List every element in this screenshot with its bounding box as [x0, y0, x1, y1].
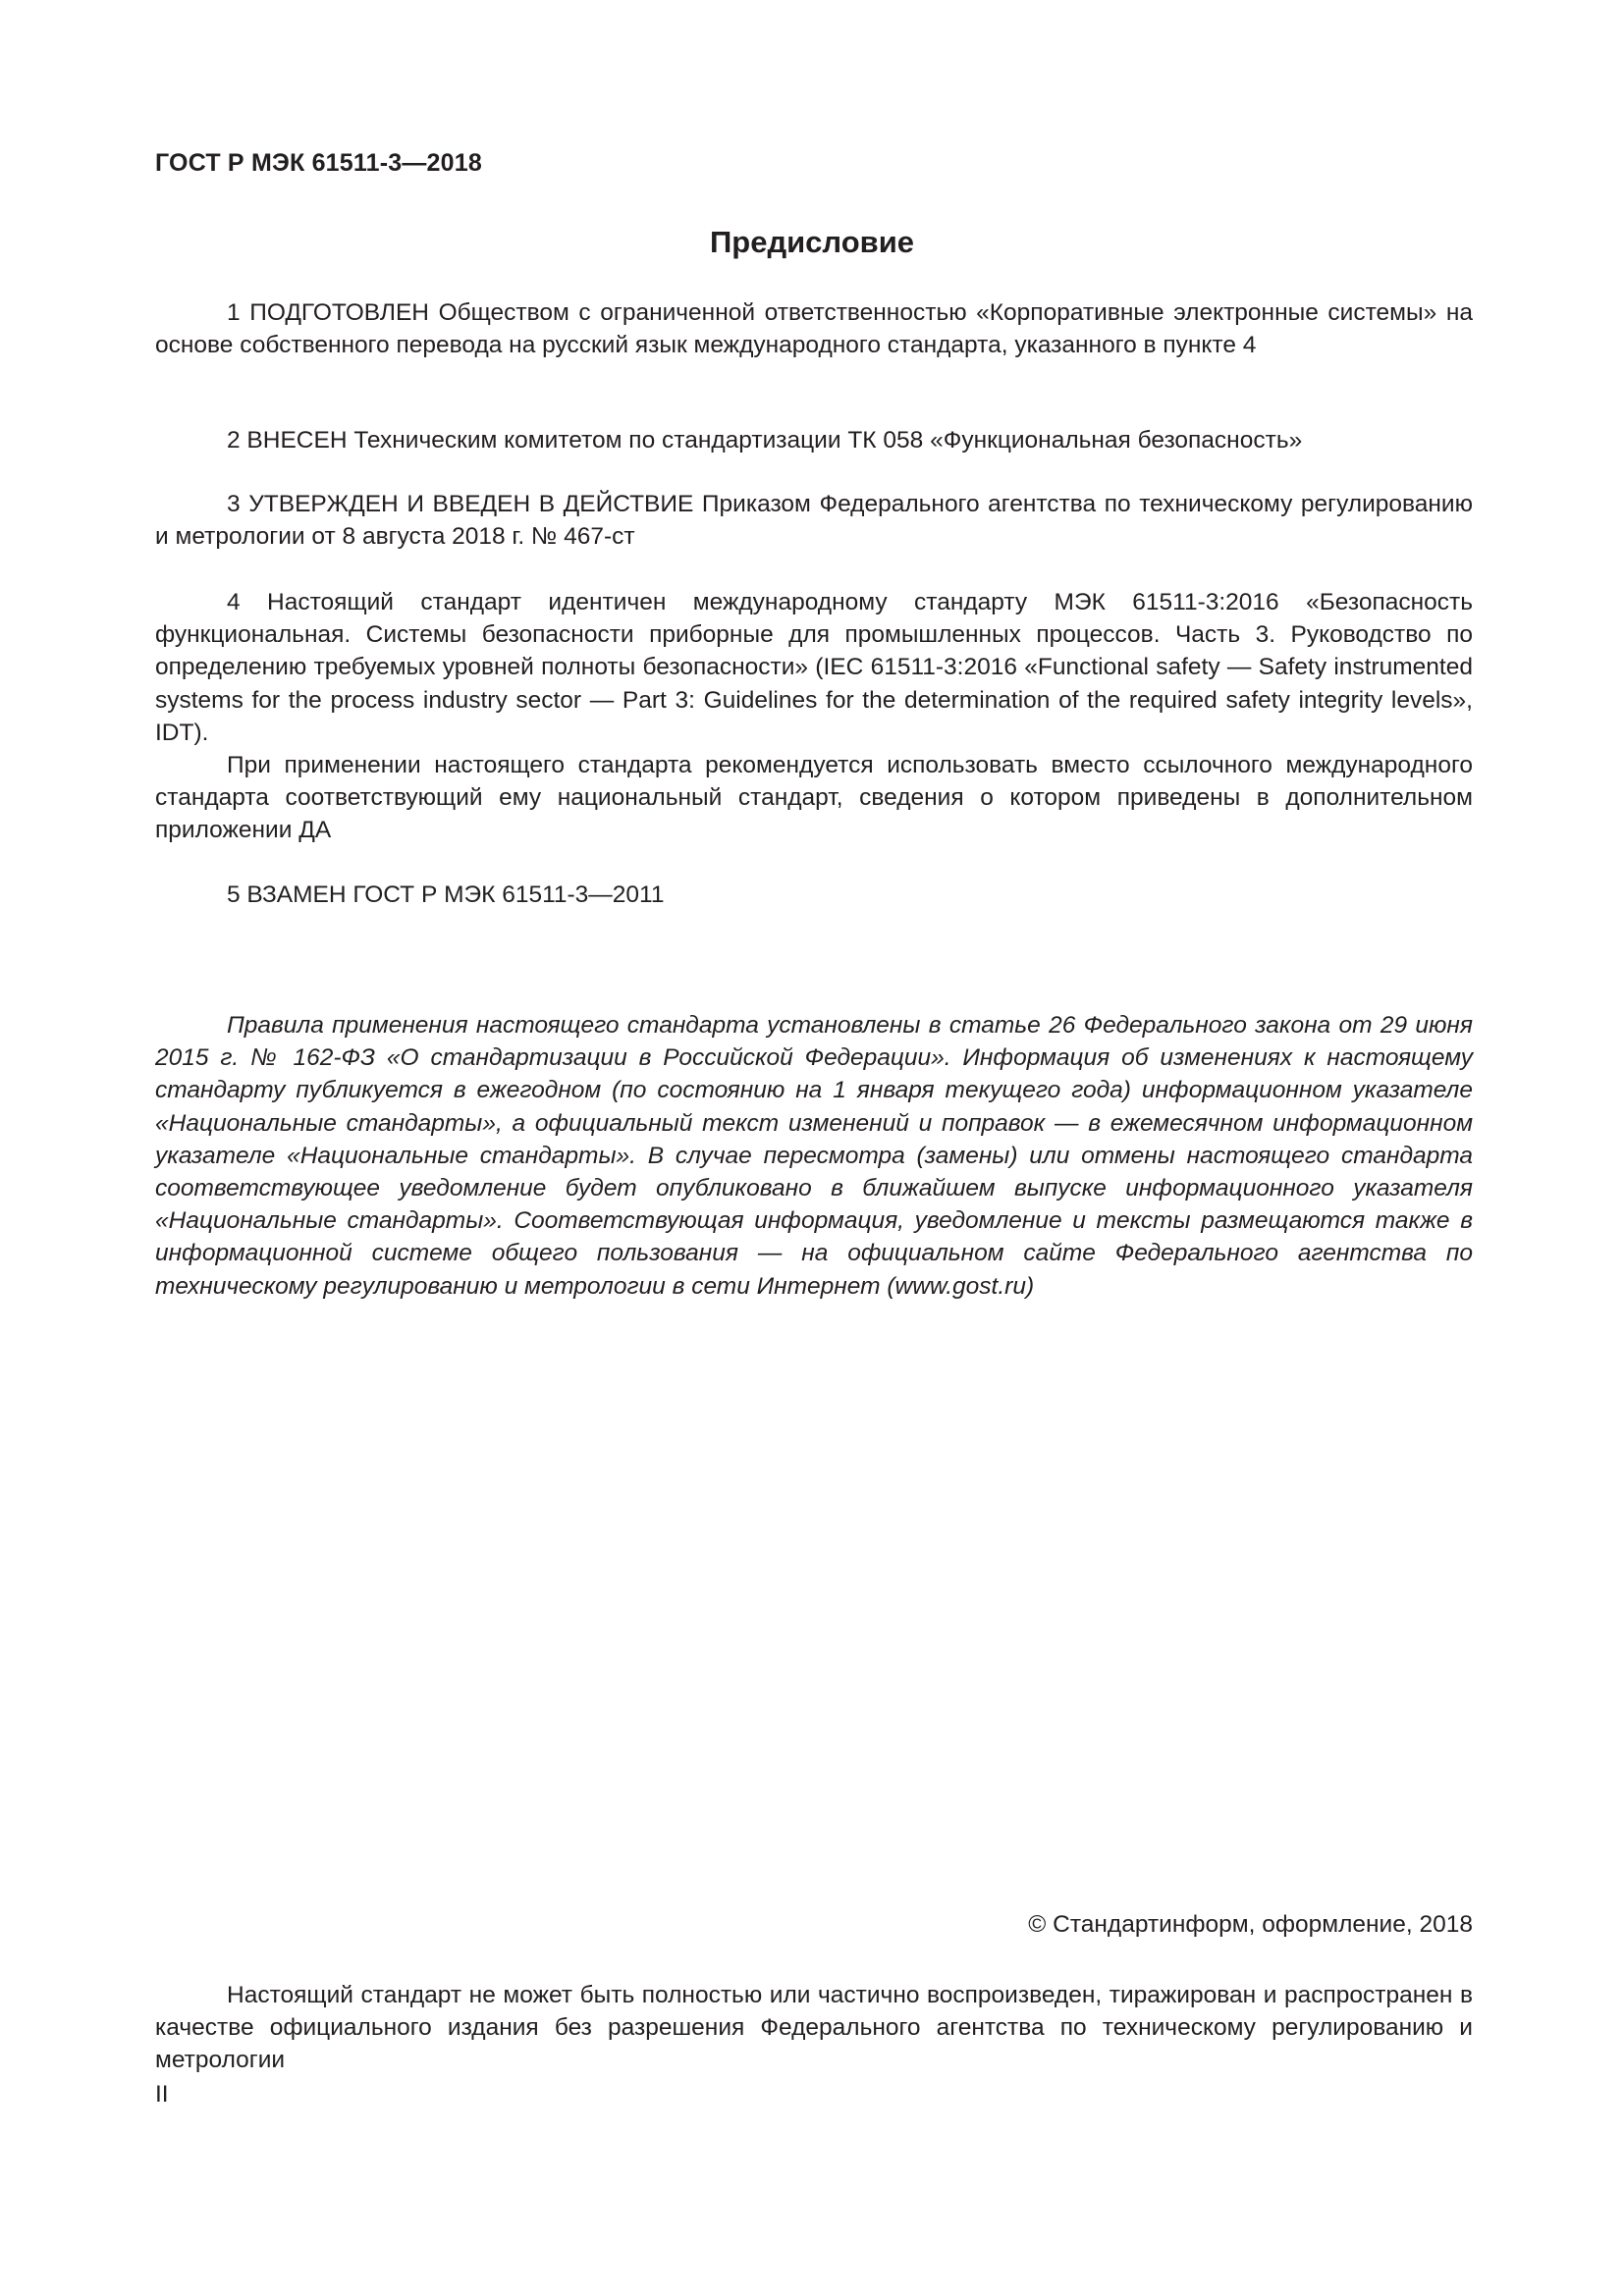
page-number: II [155, 2081, 169, 2108]
foreword-item-3-text: 3 УТВЕРЖДЕН И ВВЕДЕН В ДЕЙСТВИЕ Приказом Федерального агентства по техническому регулированию и метрологии от 8 августа 2018 г. № 467-ст [155, 491, 1473, 551]
foreword-item-1 [155, 296, 1473, 361]
copyright-line: © Стандартинформ, оформление, 2018 [1028, 1911, 1473, 1938]
page-title: Предисловие [709, 225, 914, 259]
foreword-item-5 [155, 879, 1473, 911]
rules-notice-text: Правила применения настоящего стандарта установлены в статье 26 Федерального закона от 29 июня 2015 г. № 162-ФЗ «О стандартизации в Российской Федерации». Информация об изменениях к настоящему стандарту публикуется в ежегодном (по состоянию на 1 января текущего года) информационном указателе «Национальные стандарты», а официальный текст изменений и поправок — в ежемесячном информационном указателе «Национальные стандарты». В случае пересмотра (замены) или отмены настоящего стандарта соответствующее уведомление будет опубликовано в ближайшем выпуске информационного указателя «Национальные стандарты». Соответствующая информация, уведомление и тексты размещаются также в информационной системе общего пользования — на официальном сайте Федерального агентства по техническому регулированию и метрологии в сети Интернет (www.gost.ru) [155, 1012, 1473, 1300]
foreword-item-5-text: 5 ВЗАМЕН ГОСТ Р МЭК 61511-3—2011 [227, 881, 665, 908]
foreword-item-3 [155, 488, 1473, 553]
foreword-item-2-text: 2 ВНЕСЕН Техническим комитетом по стандартизации ТК 058 «Функциональная безопасность» [227, 427, 1303, 454]
foreword-item-1-text: 1 ПОДГОТОВЛЕН Обществом с ограниченной ответственностью «Корпоративные электронные системы» на основе собственного перевода на русский язык международного стандарта, указанного в пункте 4 [155, 299, 1473, 359]
reproduction-notice [155, 1979, 1473, 2077]
rules-notice [155, 1009, 1473, 1303]
foreword-item-4 [155, 586, 1473, 847]
foreword-item-2 [155, 424, 1473, 456]
document-code-header: ГОСТ Р МЭК 61511-3—2018 [155, 149, 482, 177]
reproduction-notice-text: Настоящий стандарт не может быть полностью или частично воспроизведен, тиражирован и распространен в качестве официального издания без разрешения Федерального агентства по техническому регулированию и метрологии [155, 1982, 1473, 2074]
foreword-item-4-note: При применении настоящего стандарта рекомендуется использовать вместо ссылочного международного стандарта соответствующий ему национальный стандарт, сведения о котором приведены в дополнительном приложении ДА [155, 752, 1473, 844]
foreword-item-4-text: 4 Настоящий стандарт идентичен международному стандарту МЭК 61511-3:2016 «Безопасность функциональная. Системы безопасности приборные для промышленных процессов. Часть 3. Руководство по определению требуемых уровней полноты безопасности» (IEC 61511-3:2016 «Functional safety — Safety instrumented systems for the process industry sector — Part 3: Guidelines for the determination of the required safety integrity levels», IDT). [155, 589, 1473, 746]
